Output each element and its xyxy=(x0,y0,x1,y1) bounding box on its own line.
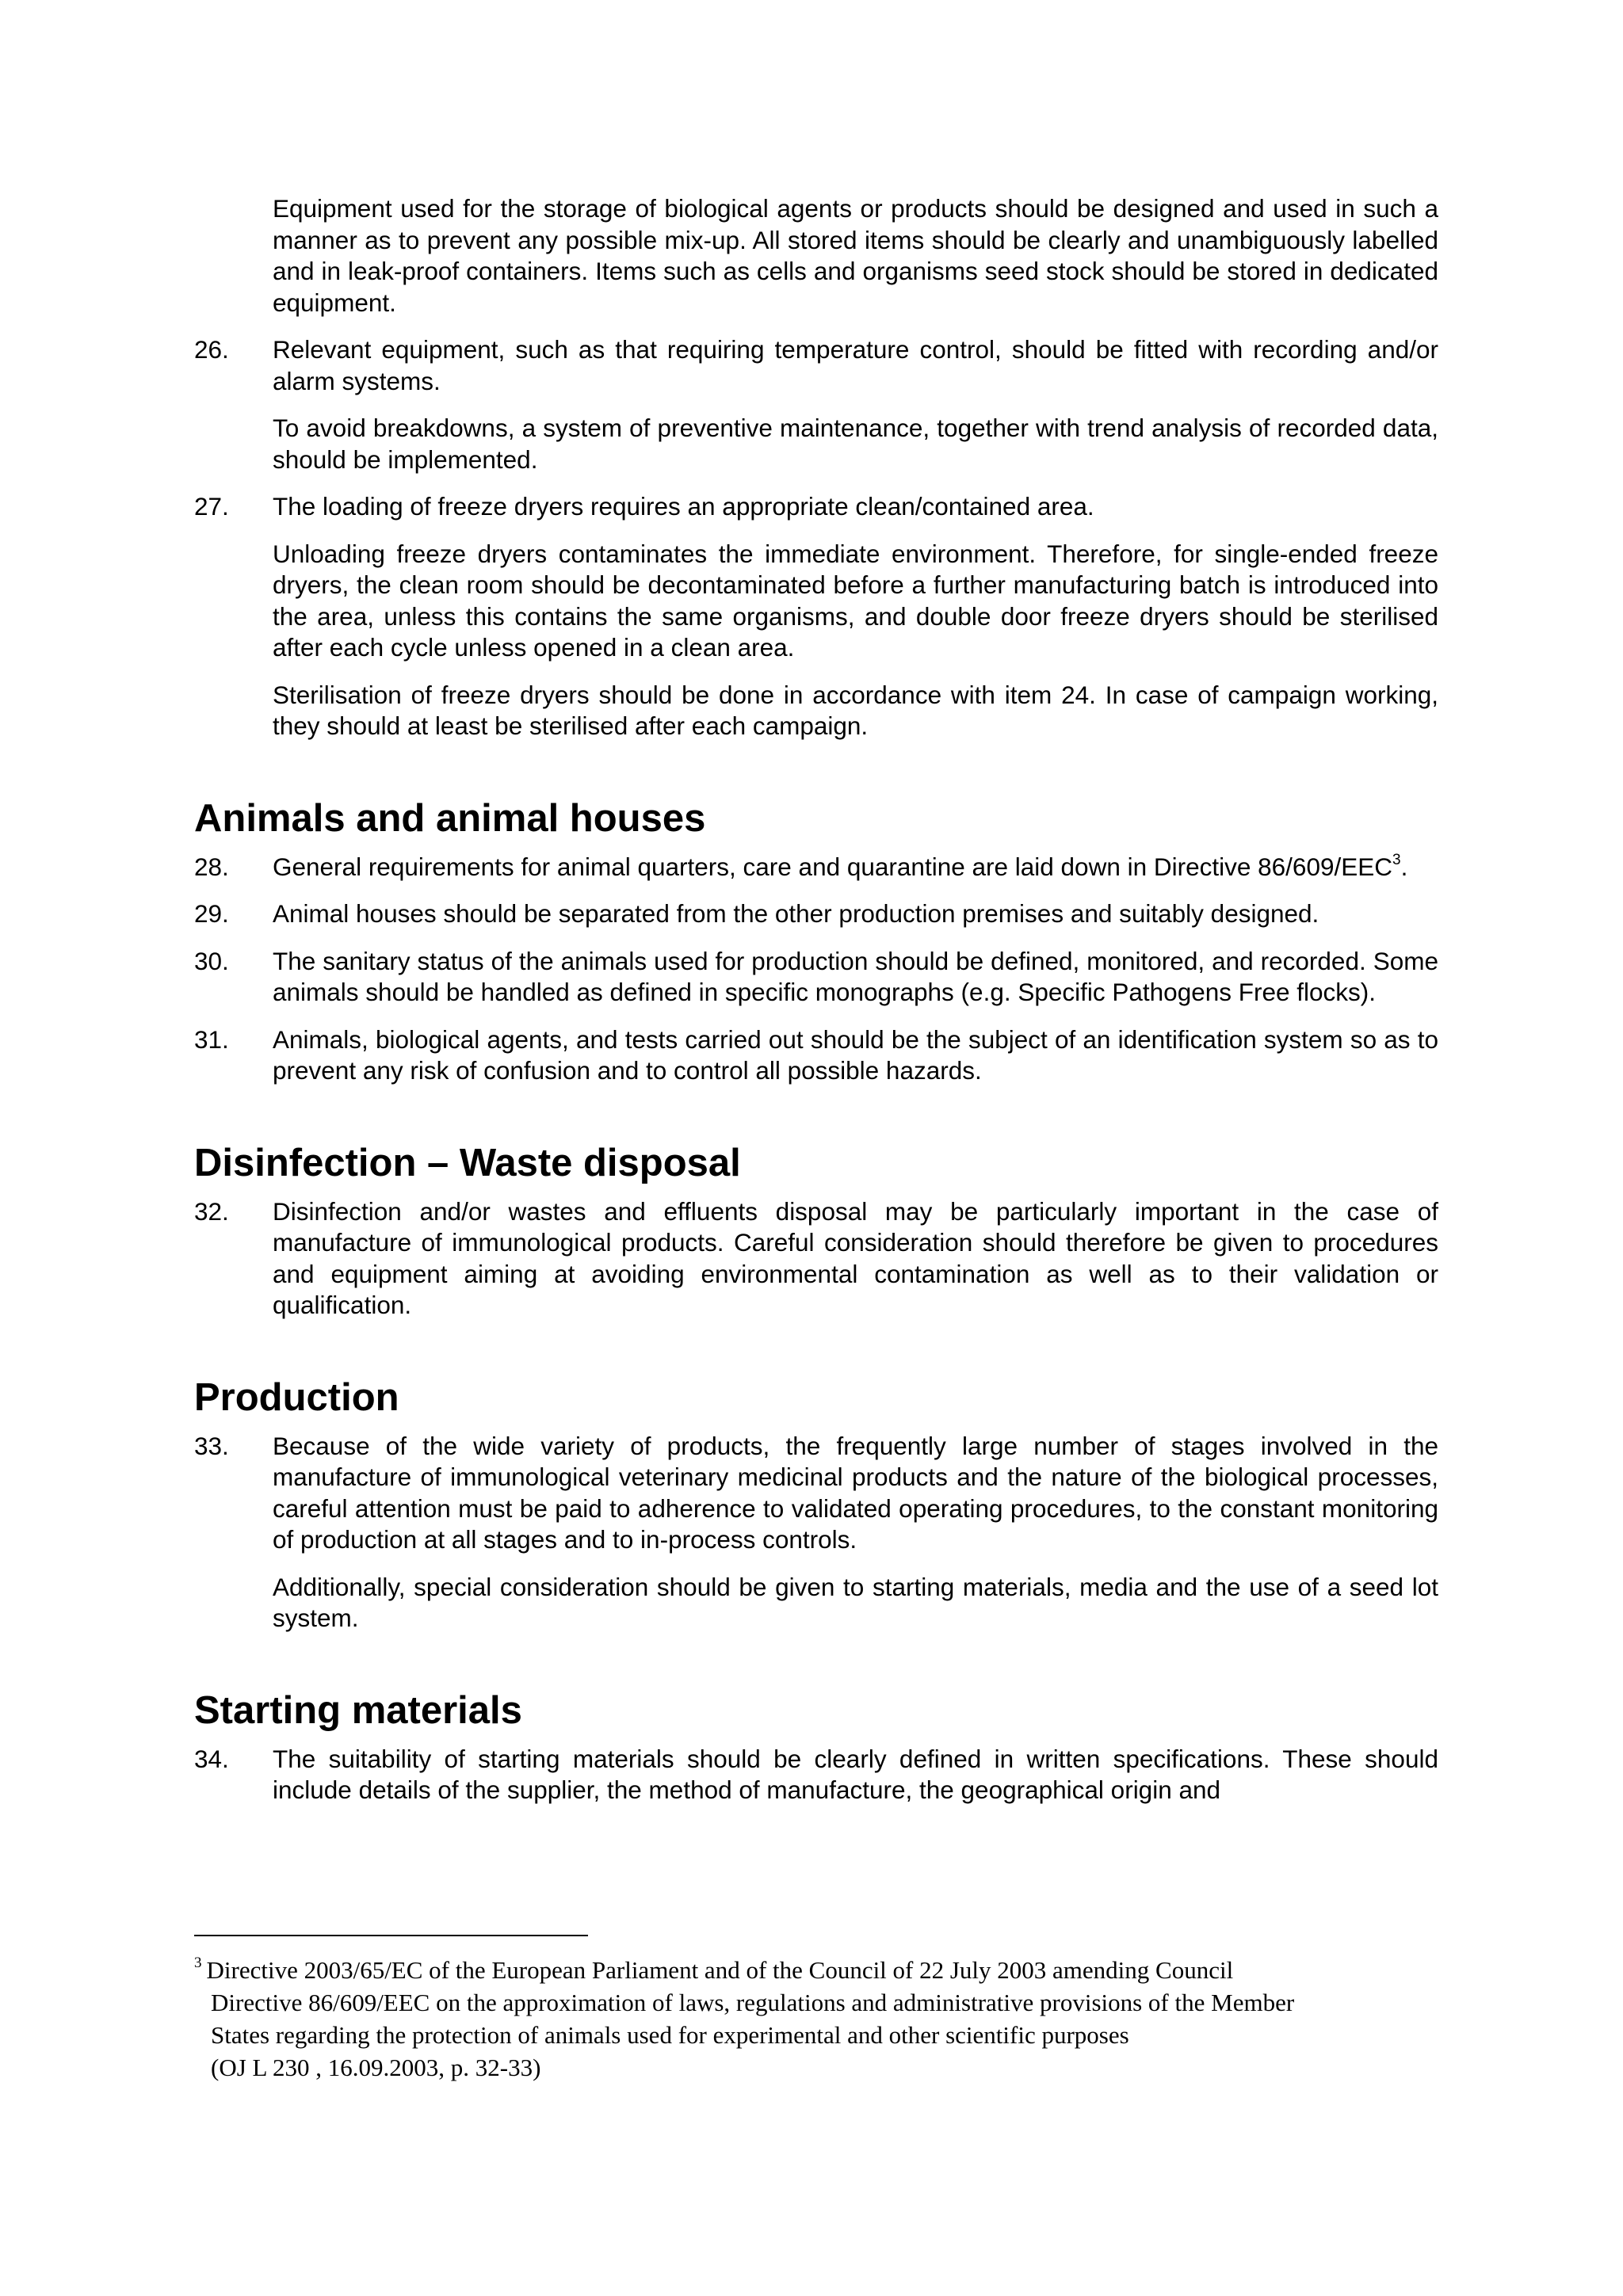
paragraph-30 xyxy=(194,946,1438,1009)
paragraph-text: The suitability of starting materials should be clearly defined in written specifications. These should include details of the supplier, the method of manufacture, the geographical origin and xyxy=(273,1744,1438,1804)
paragraph-text: Equipment used for the storage of biological agents or products should be designed and used in such a manner as to prevent any possible mix-up. All stored items should be clearly and unambiguously labelled and in leak-proof containers. Items such as cells and organisms seed stock should be stored in dedicated equipment. xyxy=(273,194,1438,317)
paragraph-text-tail: . xyxy=(1400,852,1408,881)
paragraph-number: 31. xyxy=(194,1024,229,1054)
footnote-separator xyxy=(194,1935,588,1936)
paragraph-text: The sanitary status of the animals used for production should be defined, monitored, and recorded. Some animals should be handled as defined in specific monographs (e.g. Specific Pathogens Free flocks). xyxy=(273,946,1438,1006)
paragraph-number: 32. xyxy=(194,1196,229,1226)
footnote-line: (OJ L 230 , 16.09.2003, p. 32-33) xyxy=(211,2054,541,2081)
paragraph-text: Disinfection and/or wastes and effluents disposal may be particularly important in the case of manufacture of immunological products. Careful consideration should therefore be given to procedures and equipment aiming at avoiding environmental contamination as well as to their validation or qualification. xyxy=(273,1196,1438,1319)
paragraph-26 xyxy=(194,334,1438,397)
heading-production: Production xyxy=(194,1375,399,1419)
paragraph-31 xyxy=(194,1024,1438,1087)
paragraph-seed-lot xyxy=(194,1572,1438,1634)
footnote-reference: 3 xyxy=(1392,851,1401,868)
heading-starting-materials: Starting materials xyxy=(194,1688,522,1732)
paragraph-equipment-storage xyxy=(194,193,1438,318)
paragraph-text: The loading of freeze dryers requires an appropriate clean/contained area. xyxy=(273,492,1094,521)
paragraph-number: 28. xyxy=(194,852,229,881)
paragraph-32 xyxy=(194,1196,1438,1322)
footnote-line: Directive 86/609/EEC on the approximation of laws, regulations and administrative provisions of the Member xyxy=(211,1989,1295,2016)
paragraph-text: Additionally, special consideration should be given to starting materials, media and the use of a seed lot system. xyxy=(273,1572,1438,1632)
paragraph-text: Unloading freeze dryers contaminates the immediate environment. Therefore, for single-ended freeze dryers, the clean room should be decontaminated before a further manufacturing batch is introduced into the area, unless this contains the same organisms, and double door freeze dryers should be sterilised after each cycle unless opened in a clean area. xyxy=(273,539,1438,662)
paragraph-text: To avoid breakdowns, a system of preventive maintenance, together with trend analysis of recorded data, should be implemented. xyxy=(273,414,1438,474)
heading-disinfection: Disinfection – Waste disposal xyxy=(194,1141,741,1184)
paragraph-33 xyxy=(194,1431,1438,1556)
paragraph-sterilisation-freeze-dryers xyxy=(194,680,1438,742)
paragraph-27 xyxy=(194,491,1438,523)
paragraph-28 xyxy=(194,852,1438,883)
main-content xyxy=(194,193,1438,1822)
paragraph-number: 33. xyxy=(194,1431,229,1460)
paragraph-unloading-freeze-dryers xyxy=(194,539,1438,664)
paragraph-preventive-maintenance xyxy=(194,413,1438,475)
paragraph-text: Animals, biological agents, and tests carried out should be the subject of an identification system so as to prevent any risk of confusion and to control all possible hazards. xyxy=(273,1024,1438,1085)
footnote xyxy=(194,1954,1438,2084)
paragraph-text: Sterilisation of freeze dryers should be done in accordance with item 24. In case of campaign working, they should at least be sterilised after each campaign. xyxy=(273,680,1438,740)
paragraph-number: 29. xyxy=(194,899,229,928)
paragraph-text: General requirements for animal quarters, care and quarantine are laid down in Directive 86/609/EEC xyxy=(273,852,1393,881)
paragraph-29 xyxy=(194,898,1438,930)
paragraph-text: Animal houses should be separated from the other production premises and suitably designed. xyxy=(273,899,1319,928)
paragraph-number: 34. xyxy=(194,1744,229,1773)
paragraph-34 xyxy=(194,1744,1438,1806)
footnote-line xyxy=(194,1954,1438,1986)
paragraph-number: 30. xyxy=(194,946,229,975)
paragraph-number: 27. xyxy=(194,492,229,521)
footnote-text: Directive 2003/65/EC of the European Parliament and of the Council of 22 July 2003 amending Council xyxy=(206,1956,1234,1984)
paragraph-text: Because of the wide variety of products, the frequently large number of stages involved in the manufacture of immunological veterinary medicinal products and the nature of the biological processes, careful attention must be paid to adherence to validated operating procedures, to the constant monitoring of production at all stages and to in-process controls. xyxy=(273,1431,1438,1554)
footnote-line: States regarding the protection of animals used for experimental and other scientific purposes xyxy=(211,2021,1129,2049)
heading-animals: Animals and animal houses xyxy=(194,796,706,840)
footnote-marker: 3 xyxy=(194,1955,202,1971)
paragraph-text: Relevant equipment, such as that requiring temperature control, should be fitted with recording and/or alarm systems. xyxy=(273,335,1438,395)
paragraph-number: 26. xyxy=(194,335,229,364)
